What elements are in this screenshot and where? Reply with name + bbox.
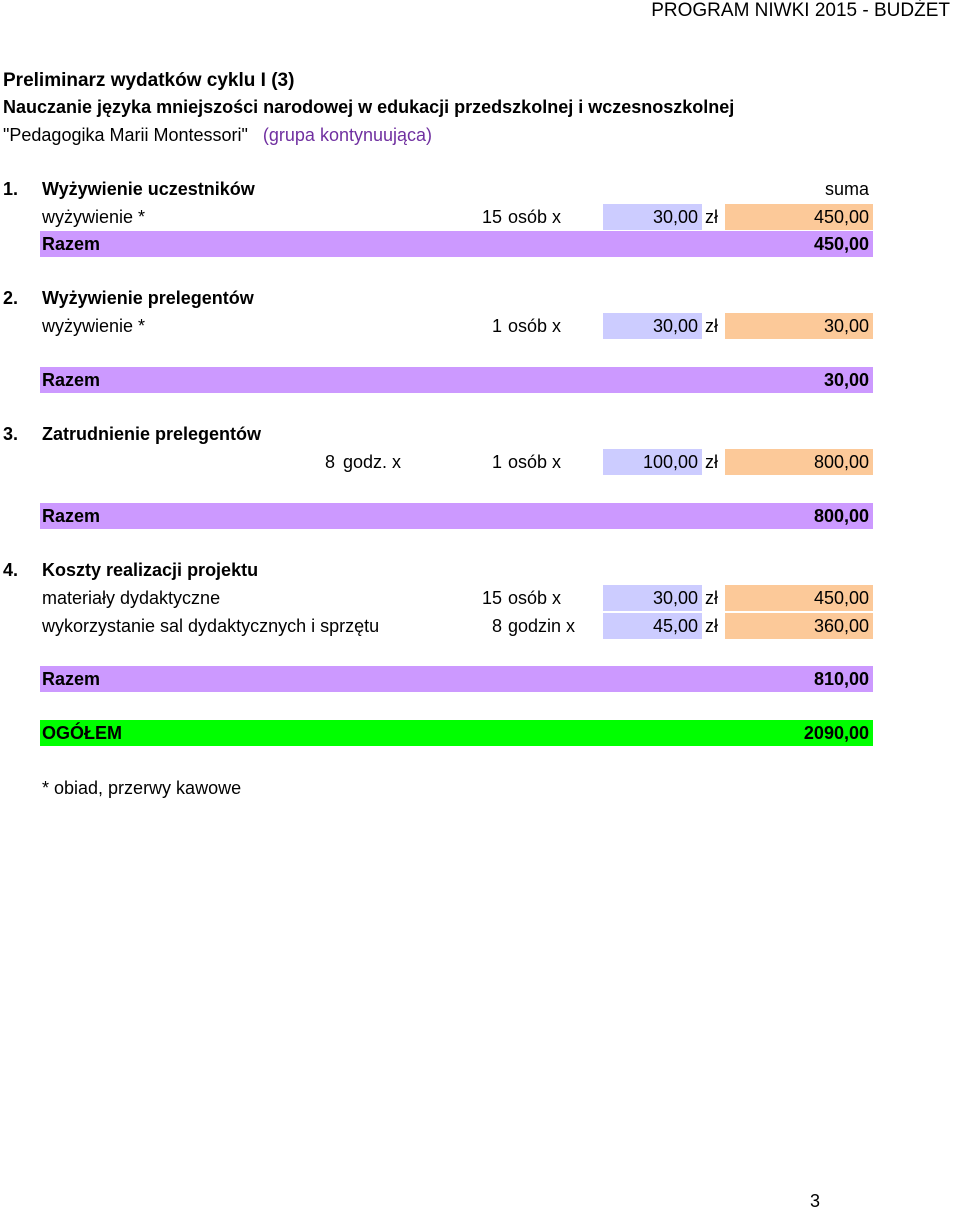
row-price: 100,00 [603,449,702,475]
section-3-number: 3. [3,424,19,444]
row-unit: osób x [508,452,562,472]
row-currency: zł [705,616,718,636]
program-title: PROGRAM NIWKI 2015 - BUDŻET [651,0,950,21]
grand-total-value: 2090,00 [803,723,869,743]
row-sum: 800,00 [725,449,873,475]
row-label: wyżywienie * [42,316,146,336]
section-2-razem-label: Razem [42,370,101,390]
footnote: * obiad, przerwy kawowe [42,778,242,798]
row-hours: 8 [325,452,336,472]
program-name [3,122,432,148]
section-4-razem-value: 810,00 [813,669,869,689]
row-price: 30,00 [603,585,702,611]
row-unit: osób x [508,316,562,336]
row-price: 45,00 [603,613,702,639]
section-3-title: Zatrudnienie prelegentów [42,424,262,444]
page-subtitle: Nauczanie języka mniejszości narodowej w edukacji przedszkolnej i wczesnoszkolnej [3,97,735,117]
row-qty: 15 [481,588,502,608]
section-2-razem-value: 30,00 [823,370,869,390]
row-label: wykorzystanie sal dydaktycznych i sprzętu [42,616,380,636]
grand-total-label: OGÓŁEM [42,723,122,743]
row-currency: zł [705,207,718,227]
row-label: materiały dydaktyczne [42,588,221,608]
row-qty: 1 [491,316,502,336]
section-4-number: 4. [3,560,19,580]
row-price: 30,00 [603,204,702,230]
row-qty: 15 [481,207,502,227]
row-label: wyżywienie * [42,207,146,227]
row-price: 30,00 [603,313,702,339]
program-name-text: "Pedagogika Marii Montessori" [3,125,248,145]
group-note: (grupa kontynuująca) [262,125,433,145]
row-sum: 360,00 [725,613,873,639]
section-1-razem-label: Razem [42,234,101,254]
row-sum: 450,00 [725,585,873,611]
section-4-title: Koszty realizacji projektu [42,560,259,580]
row-qty: 1 [491,452,502,472]
section-4-razem-label: Razem [42,669,101,689]
section-1-title: Wyżywienie uczestników [42,179,255,199]
section-2-number: 2. [3,288,19,308]
row-sum: 450,00 [725,204,873,230]
row-currency: zł [705,588,718,608]
sum-column-header: suma [824,179,869,199]
section-1-razem-value: 450,00 [813,234,869,254]
row-sum: 30,00 [725,313,873,339]
section-1-number: 1. [3,179,19,199]
section-3-razem-label: Razem [42,506,101,526]
page-number: 3 [810,1191,821,1211]
section-3-razem-value: 800,00 [813,506,869,526]
page-title: Preliminarz wydatków cyklu I (3) [3,70,295,91]
row-currency: zł [705,316,718,336]
row-unit: osób x [508,588,562,608]
row-qty: 8 [491,616,502,636]
row-unit: godzin x [508,616,576,636]
section-2-title: Wyżywienie prelegentów [42,288,254,308]
row-currency: zł [705,452,718,472]
row-unit: osób x [508,207,562,227]
row-hours-unit: godz. x [343,452,402,472]
